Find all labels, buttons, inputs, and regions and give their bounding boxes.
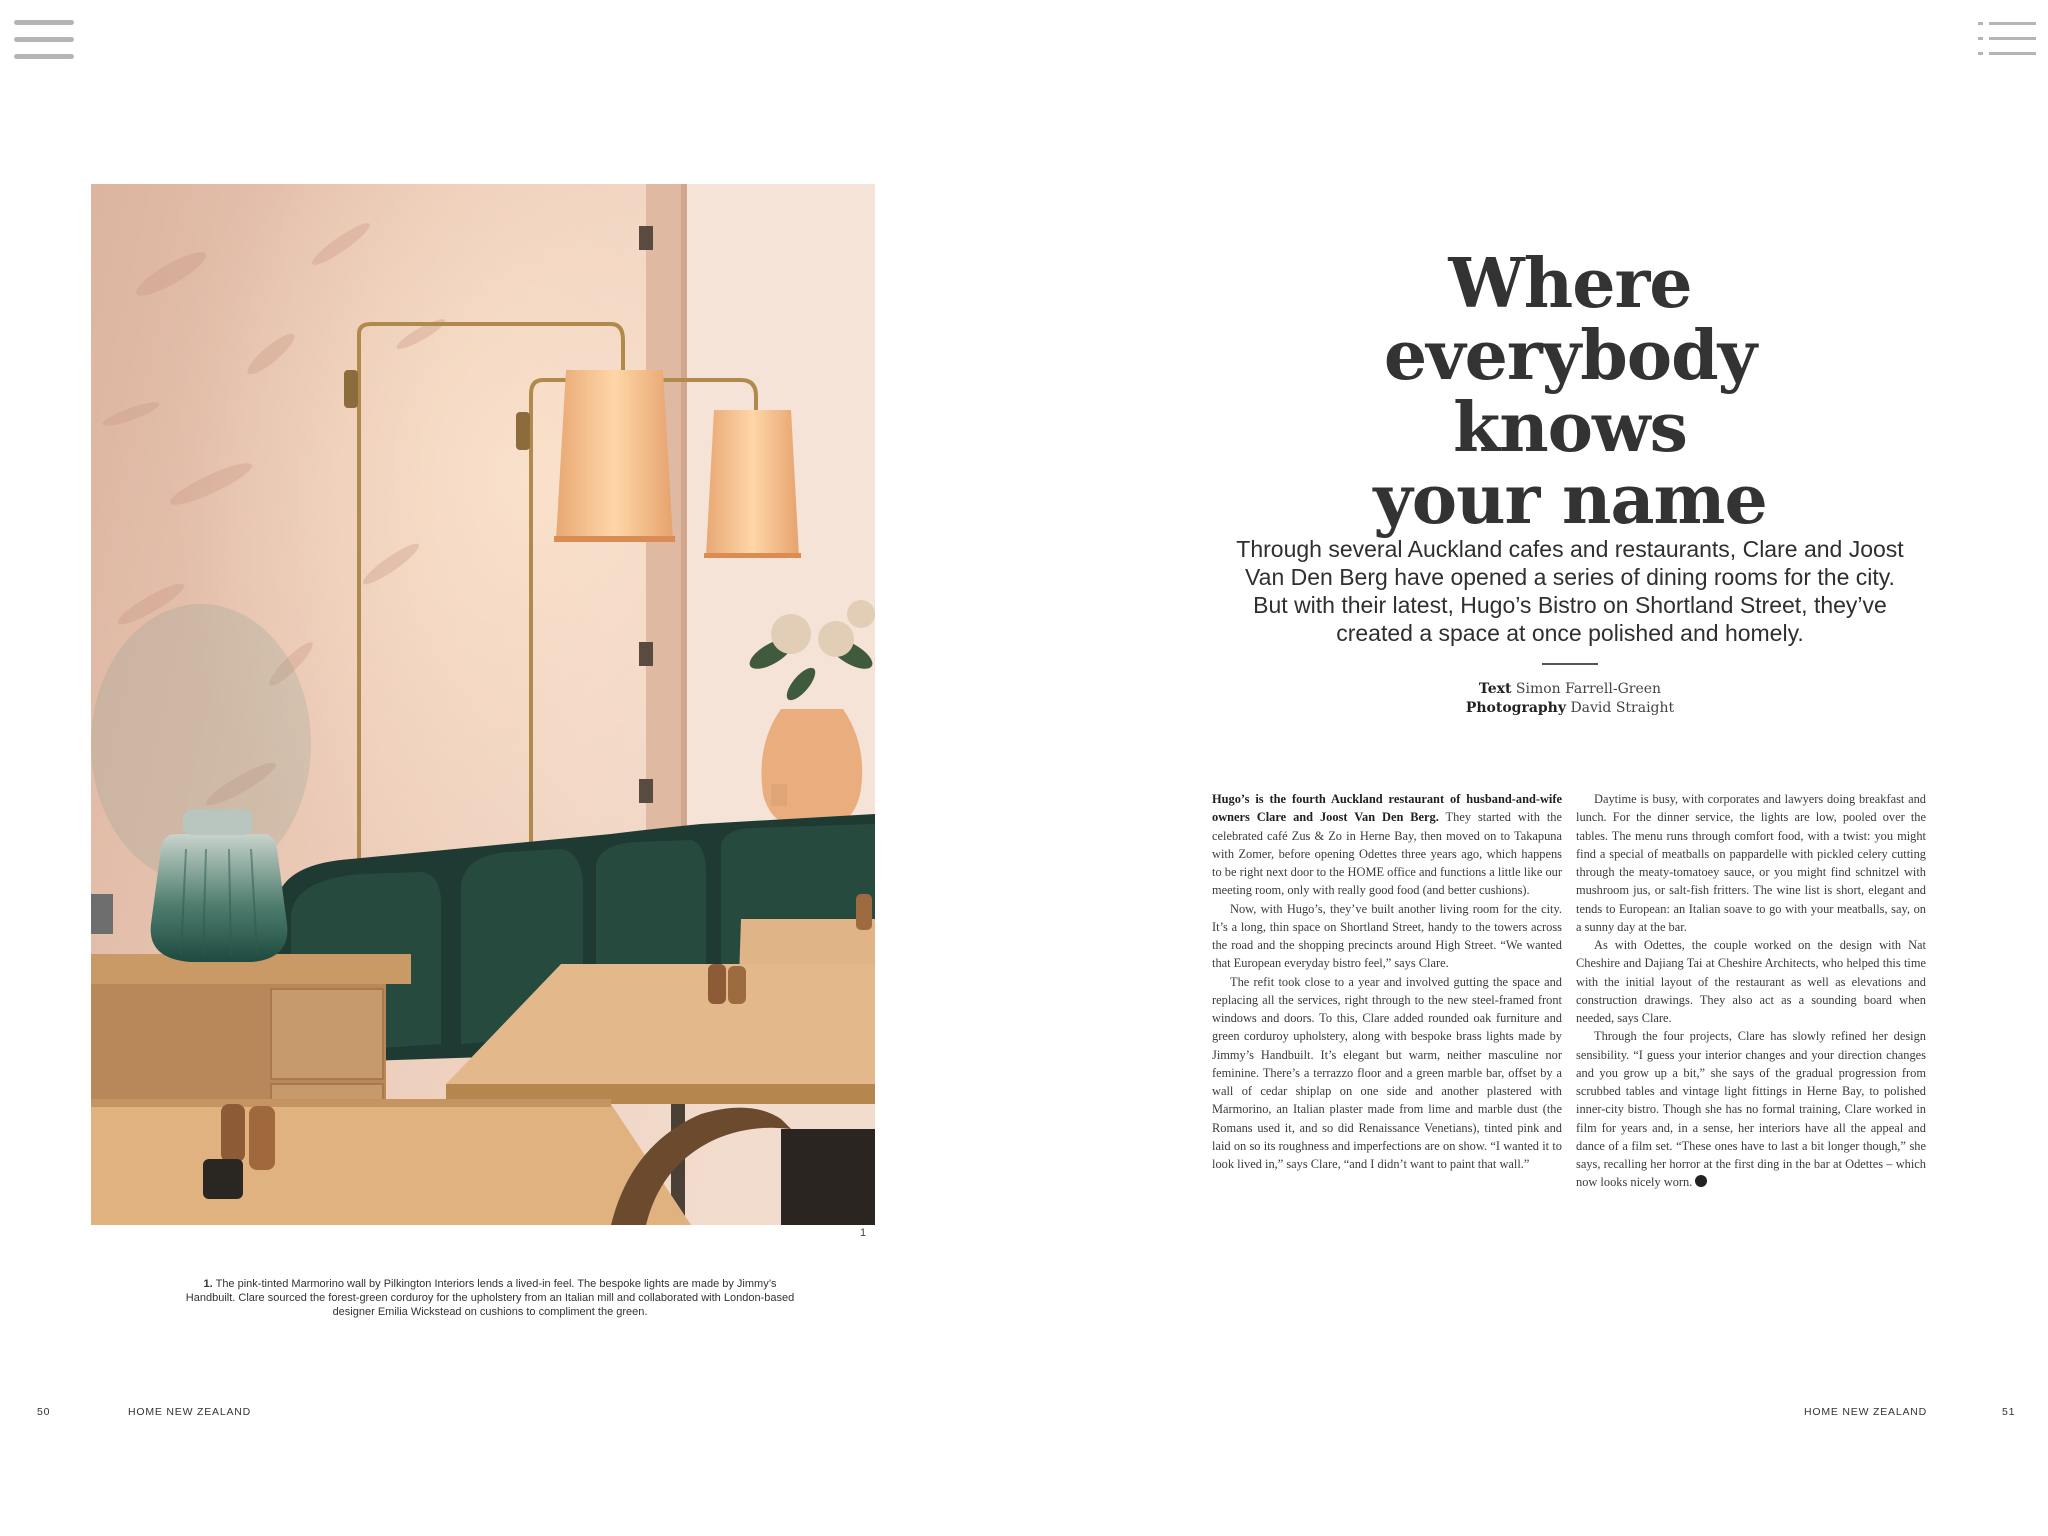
paragraph-text: They started with the celebrated café Zus & Zo in Herne Bay, then moved on to Takapuna with Zomer, before opening Odettes three years ago, which happens to be right next door to the HOME office and functions a little like our meeting room, only with really good food (and better cushions). [1212,810,1562,898]
caption-text: The pink-tinted Marmorino wall by Pilkington Interiors lends a lived-in feel. The bespoke lights are made by Jimmy’s Handbuilt. Clare sourced the forest-green corduroy for the upholstery from an Italian mill and collaborated with London-based designer Emilia Wickstead on cushions to compliment the green. [185,1278,795,1318]
credit-photo-name: David Straight [1570,700,1675,716]
divider [1542,663,1598,665]
credit-photo-label: Photography [1465,700,1566,716]
end-mark-icon [1695,1175,1707,1187]
body-paragraph [1576,1027,1926,1191]
body-paragraph: The refit took close to a year and involved gutting the space and replacing all the services, right through to the new steel-framed front windows and doors. To this, Clare added rounded oak furniture and green corduroy upholstery, along with bespoke brass lights made by Jimmy’s Handbuilt. It’s elegant but warm, neither masculine nor feminine. There’s a terrazzo floor and a green marble bar, offset by a wall of cedar shiplap on one side and another plastered with Marmorino, an Italian plaster made from lime and marble dust (the Romans used it, and so did Renaissance Venetians), tinted pink and laid on so its roughness and imperfections are on show. “I wanted it to look lived in,” says Clare, “and I didn’t want to paint that wall.” [1212,974,1562,1171]
left-page-number: 50 [37,1406,51,1418]
body-paragraph: Daytime is busy, with corporates and lawyers doing breakfast and lunch. For the dinner service, the lights are low, pooled over the tables. The menu runs through comfort food, with a twist: you might find a special of meatballs on pappardelle with pickled celery cutting through the meaty-tomatoey sauce, or you might find schnitzel with mushroom jus, or salt-fish fritters. The wine list is short, elegant and tends to European: an Italian soave to go with your meatballs, say, on a sunny day at the bar. [1576,792,1926,934]
table-of-contents-icon[interactable] [1978,22,2036,66]
body-paragraph: As with Odettes, the couple worked on the design with Nat Cheshire and Dajiang Tai at Cheshire Architects, who helped this time with the initial layout of the restaurant as well as elevations and construction drawings. They also act as a sounding board when needed, says Clare. [1576,938,1926,1025]
credit-text-label: Text [1478,681,1512,697]
photo-number: 1 [860,1227,867,1239]
left-running-title: HOME NEW ZEALAND [128,1406,252,1418]
restaurant-interior-photo [91,184,875,1225]
photo-caption [180,1277,800,1319]
headline-line-2: everybody knows [1383,316,1757,468]
body-paragraph: Now, with Hugo’s, they’ve built another living room for the city. It’s a long, thin space on Shortland Street, handy to the towers across the road and the shopping precincts around High Street. “We wanted that European everyday bistro feel,” says Clare. [1212,901,1562,971]
headline-line-3: your name [1373,460,1767,540]
body-column-1 [1212,790,1562,1173]
caption-number: 1. [203,1278,213,1290]
paragraph-text: Through the four projects, Clare has slowly refined her design sensibility. “I guess your interior changes and your direction changes and you grow up a bit,” she says of the gradual progression from scrubbed tables and vintage light fittings in Herne Bay, to polished inner-city bistro. Though she has no formal training, Clare worked in film for years and, in a sense, her interiors have all the appeal and dance of a film set. “These ones have to last a bit longer though,” she says, recalling her horror at the first ding in the bar at Odettes – which now looks nicely worn. [1576,1029,1926,1190]
body-column-2 [1576,790,1926,1192]
credits [1370,680,1770,718]
standfirst: Through several Auckland cafes and restaurants, Clare and Joost Van Den Berg have opened a series of dining rooms for the city. But with their latest, Hugo’s Bistro on Shortland Street, they’ve created a space at once polished and homely. [1236,536,1904,646]
article-headline [1260,244,1880,540]
right-running-title: HOME NEW ZEALAND [1804,1406,1928,1418]
lead-in: Hugo’s is the fourth Auckland restaurant of husband-and-wife owners Clare and Joost Van Den Berg. [1212,792,1562,825]
body-paragraph [1212,790,1562,900]
right-page-number: 51 [2002,1406,2016,1418]
credit-text-name: Simon Farrell-Green [1515,681,1662,697]
headline-line-1: Where [1448,244,1692,324]
hamburger-menu-icon[interactable] [14,20,74,64]
